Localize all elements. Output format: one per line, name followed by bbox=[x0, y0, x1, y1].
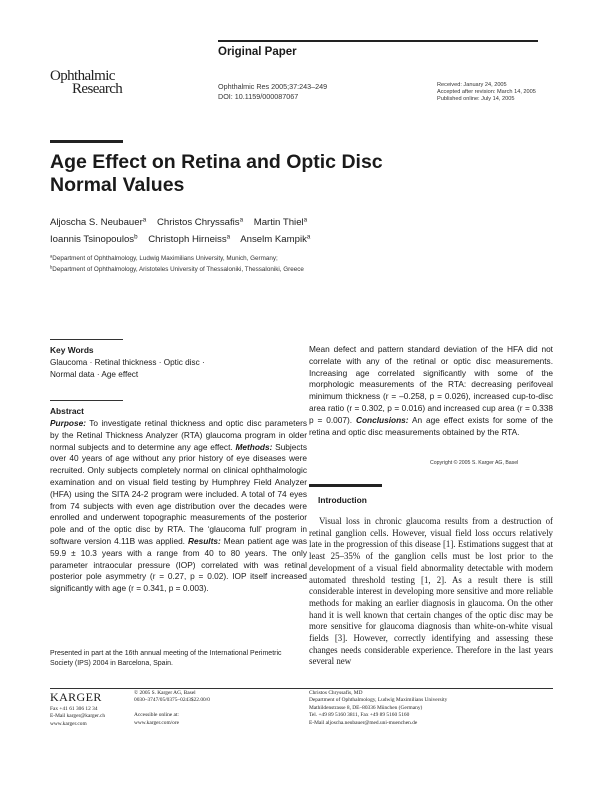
methods-label: Methods: bbox=[235, 441, 273, 452]
accepted-date: Accepted after revision: March 14, 2005 bbox=[437, 89, 536, 96]
results-label: Results: bbox=[188, 535, 221, 546]
publisher-website[interactable]: www.karger.com bbox=[50, 720, 87, 727]
introduction-text: Visual loss in chronic glaucoma results from a destruction of retinal ganglion cells. However, visual field loss occurs relatively late in the progression of this disease [1]. Estimations suggest that at least 25–35% of the ganglion cells must be lost prior to the development of a visual field abnormality detectable with modern automated threshold testing [1, 2]. As a result there is still considerable interest in developing more sensitive and more reliable methods for making an earlier diagnosis in glaucoma. On the other hand it is well known that certain changes of the optic disc may be more sensitive for glaucoma diagnosis than white-on-white visual fields [3]. However, correctly identifying and assessing these changes needs considerable experience. Therefore in the last years several new bbox=[309, 516, 553, 667]
affiliations bbox=[50, 254, 570, 275]
article-title bbox=[50, 151, 490, 197]
introduction-heading: Introduction bbox=[318, 495, 367, 505]
abstract-continued: Mean defect and pattern standard deviation of the HFA did not correlate with any of the retinal or optic disc measurements. Increasing age correlated significantly with some of the morphologic measurements of the RTA: decreasing perifoveal minimum thickness (r = –0.258, p = 0.026), increased cup-to-disc area ratio (r = 0.302, p = 0.016) and increased cup area (r = 0.338 p = 0.007). bbox=[309, 344, 553, 425]
copyright-notice: Copyright © 2005 S. Karger AG, Basel bbox=[430, 460, 519, 466]
journal-logo-line1: Ophthalmic bbox=[50, 68, 115, 84]
issn-line: 0030–3747/05/0375–0243$22.00/0 bbox=[134, 697, 210, 704]
conclusions-text: An age effect exists for some of the retina and optic disc measurements obtained by the RTA. bbox=[309, 414, 554, 437]
correspondence-name: Christos Chryssafis, MD bbox=[309, 690, 363, 696]
introduction-rule bbox=[309, 484, 382, 487]
abstract-heading: Abstract bbox=[50, 406, 84, 416]
author: Christos Chryssafis$^a$ bbox=[156, 216, 244, 228]
introduction-body bbox=[309, 516, 553, 668]
journal-logo bbox=[50, 70, 122, 96]
keywords-rule bbox=[50, 339, 123, 340]
author: Martin Thiel$^a$ bbox=[253, 216, 308, 228]
header-rule bbox=[218, 40, 538, 42]
online-access-label: Accessible online at: bbox=[134, 712, 179, 719]
keywords bbox=[50, 357, 300, 380]
copyright-line: © 2005 S. Karger AG, Basel bbox=[134, 690, 196, 696]
keywords-heading: Key Words bbox=[50, 345, 94, 355]
author-line-2 bbox=[50, 231, 530, 248]
title-line-1: Age Effect on Retina and Optic Disc bbox=[50, 151, 383, 173]
correspondence-address: Mathildenstrasse 8, DE–80336 München (Germany) bbox=[309, 704, 423, 711]
correspondence-dept: Department of Ophthalmology, Ludwig Maximilians University bbox=[309, 697, 448, 704]
doi[interactable]: DOI: 10.1159/000087067 bbox=[218, 92, 299, 101]
abstract-column-2 bbox=[309, 344, 553, 438]
author: Aljoscha S. Neubauer$^a$ bbox=[50, 216, 147, 228]
purpose-label: Purpose: bbox=[50, 418, 86, 428]
published-date: Published online: July 14, 2005 bbox=[437, 96, 515, 103]
title-rule bbox=[50, 140, 123, 143]
results-text: Mean patient age was 59.9 ± 10.3 years with a range from 40 to 80 years. The only parameter intraocular pressure (IOP) correlated with was retinal posterior pole asymmetry (r = 0.27, p = 0.02). IOP itself increased significantly with age (r = 0.341, p = 0.003). bbox=[50, 535, 308, 594]
conclusions-label: Conclusions: bbox=[355, 414, 409, 425]
affiliation: $^a$Department of Ophthalmology, Ludwig Maximilians University, Munich, Germany; bbox=[50, 253, 278, 262]
title-line-2: Normal Values bbox=[50, 174, 185, 196]
publisher-logo: KARGER bbox=[50, 690, 102, 704]
abstract-column-1 bbox=[50, 418, 307, 595]
presentation-footnote: Presented in part at the 16th annual meeting of the International Perimetric Society (IPS) 2004 in Barcelona, Spain. bbox=[50, 650, 282, 667]
publisher-fax: Fax +41 61 306 12 34 bbox=[50, 706, 98, 712]
author-list bbox=[50, 214, 530, 248]
abstract-rule bbox=[50, 400, 123, 401]
paper-type-label: Original Paper bbox=[218, 46, 297, 58]
affiliation: $^b$Department of Ophthalmology, Aristoteles University of Thessaloniki, Thessaloniki, Greece bbox=[50, 264, 304, 273]
journal-logo-line2: Research bbox=[72, 81, 123, 97]
online-access-url[interactable]: www.karger.com/ore bbox=[134, 719, 180, 726]
methods-text: Subjects over 40 years of age without any prior history of eye diseases were recruited. Only subjects completely normal on clinical ophthalmologic examination and on visual field testing by Humphrey Field Analyzer (HFA) using the SITA 24-2 program were included. A total of 74 eyes from 74 subjects with even age distribution over the decades were enrolled and underwent topographic measurements of the posterior pole and of the optic disc by RTA. The ‘glaucoma full’ program in software version 4.11B was applied. bbox=[50, 441, 307, 546]
keywords-line: Glaucoma · Retinal thickness · Optic disc · bbox=[50, 358, 205, 367]
correspondence-email[interactable]: E-Mail aljoscha.neubauer@med.uni-muenchen.de bbox=[309, 719, 418, 726]
author: Christoph Hirneiss$^a$ bbox=[148, 233, 231, 245]
author: Ioannis Tsinopoulos$^b$ bbox=[50, 233, 138, 245]
footer-rule bbox=[50, 688, 553, 689]
author-line-1 bbox=[50, 214, 530, 231]
correspondence-phone: Tel. +49 89 5160 3811, Fax +49 89 5160 5160 bbox=[309, 712, 410, 719]
purpose-text: To investigate retinal thickness and optic disc parameters by the Retinal Thickness Analyzer (RTA) glaucoma program in older normal subjects and to determine any age effect. bbox=[50, 418, 307, 452]
received-date: Received: January 24, 2005 bbox=[437, 82, 507, 88]
keywords-line: Normal data · Age effect bbox=[50, 369, 139, 379]
copyright-info bbox=[134, 690, 210, 727]
author: Anselm Kampik$^a$ bbox=[240, 233, 311, 245]
citation-block bbox=[218, 82, 327, 102]
article-dates bbox=[437, 82, 536, 104]
journal-citation: Ophthalmic Res 2005;37:243–249 bbox=[218, 82, 328, 91]
publisher-contact bbox=[50, 706, 105, 728]
publisher-email[interactable]: E-Mail karger@karger.ch bbox=[50, 713, 106, 720]
correspondence bbox=[309, 690, 447, 727]
